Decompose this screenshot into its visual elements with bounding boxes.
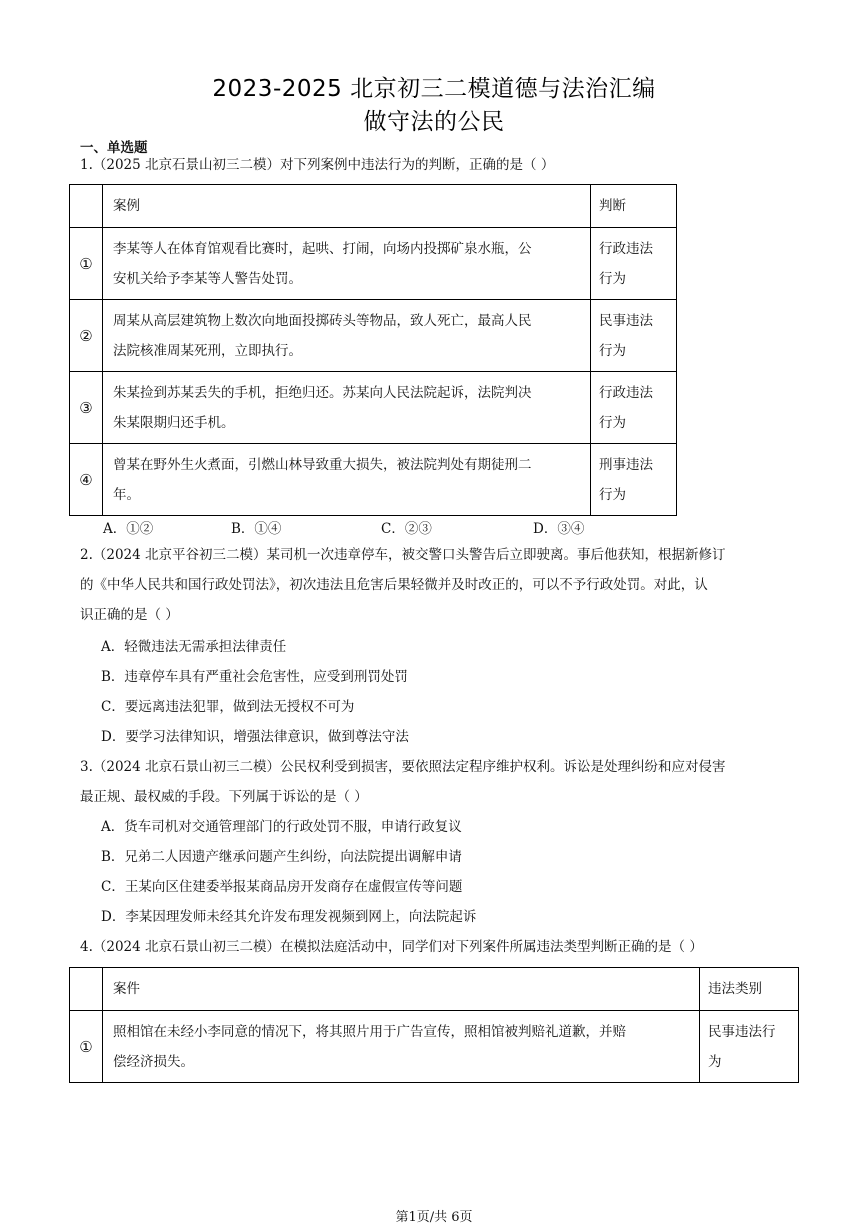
option-b[interactable]: B．兄弟二人因遗产继承问题产生纠纷，向法院提出调解申请	[101, 849, 462, 865]
table-row	[70, 372, 677, 444]
question-2-stem-line-1: 2.（2024 北京平谷初三二模）某司机一次违章停车，被交警口头警告后立即驶离。事后他获知，根据新修订	[80, 547, 726, 563]
table-header-cell	[70, 968, 103, 1011]
question-1-table	[69, 184, 677, 516]
judgment-cell: 行政违法 行为	[591, 228, 677, 300]
case-cell: 曾某在野外生火煮面，引燃山林导致重大损失，被法院判处有期徒刑二 年。	[103, 444, 591, 516]
table-header-cell: 案件	[103, 968, 700, 1011]
option-c[interactable]: C．王某向区住建委举报某商品房开发商存在虚假宣传等问题	[101, 879, 463, 895]
row-number: ②	[70, 300, 103, 372]
table-row	[70, 300, 677, 372]
document-subtitle: 做守法的公民	[363, 109, 505, 135]
table-row	[70, 444, 677, 516]
judgment-cell: 刑事违法 行为	[591, 444, 677, 516]
option-c[interactable]: C．要远离违法犯罪，做到法无授权不可为	[101, 699, 355, 715]
option-d[interactable]: D．③④	[533, 521, 585, 537]
option-a[interactable]: A．轻微违法无需承担法律责任	[101, 639, 287, 655]
option-c[interactable]: C．②③	[381, 521, 432, 537]
case-cell: 朱某捡到苏某丢失的手机，拒绝归还。苏某向人民法院起诉，法院判决 朱某限期归还手机。	[103, 372, 591, 444]
question-3-stem-line-2: 最正规、最权威的手段。下列属于诉讼的是（ ）	[80, 789, 368, 805]
table-header-row	[70, 968, 799, 1011]
page-footer: 第1页/共 6页	[395, 1210, 473, 1225]
option-d[interactable]: D．李某因理发师未经其允许发布理发视频到网上，向法院起诉	[101, 909, 477, 925]
question-4-table	[69, 967, 799, 1083]
judgment-cell: 民事违法行 为	[700, 1011, 799, 1083]
table-header-cell: 判断	[591, 185, 677, 228]
question-1-stem: 1.（2025 北京石景山初三二模）对下列案例中违法行为的判断，正确的是（ ）	[80, 157, 555, 173]
table-row	[70, 228, 677, 300]
option-d[interactable]: D．要学习法律知识，增强法律意识，做到尊法守法	[101, 729, 409, 745]
table-header-cell: 案例	[103, 185, 591, 228]
row-number: ③	[70, 372, 103, 444]
table-header-cell: 违法类别	[700, 968, 799, 1011]
table-row	[70, 1011, 799, 1083]
option-b[interactable]: B．违章停车具有严重社会危害性，应受到刑罚处罚	[101, 669, 408, 685]
question-3-stem-line-1: 3.（2024 北京石景山初三二模）公民权利受到损害，要依照法定程序维护权利。诉讼是处理纠纷和应对侵害	[80, 759, 726, 775]
judgment-cell: 行政违法 行为	[591, 372, 677, 444]
row-number: ①	[70, 1011, 103, 1083]
case-cell: 周某从高层建筑物上数次向地面投掷砖头等物品，致人死亡，最高人民 法院核准周某死刑，立即执行。	[103, 300, 591, 372]
table-header-row	[70, 185, 677, 228]
case-cell: 李某等人在体育馆观看比赛时，起哄、打闹，向场内投掷矿泉水瓶，公 安机关给予李某等人警告处罚。	[103, 228, 591, 300]
question-1-options	[103, 514, 703, 540]
row-number: ①	[70, 228, 103, 300]
option-a[interactable]: A．①②	[103, 521, 154, 537]
document-title: 2023-2025 北京初三二模道德与法治汇编	[212, 76, 656, 102]
question-4-stem: 4.（2024 北京石景山初三二模）在模拟法庭活动中，同学们对下列案件所属违法类型判断正确的是（ ）	[80, 939, 703, 955]
question-2-stem-line-2: 的《中华人民共和国行政处罚法》，初次违法且危害后果轻微并及时改正的，可以不予行政处罚。对此，认	[80, 577, 708, 593]
row-number: ④	[70, 444, 103, 516]
section-heading: 一、单选题	[80, 140, 148, 156]
table-header-cell	[70, 185, 103, 228]
question-2-stem-line-3: 识正确的是（ ）	[80, 607, 179, 623]
case-cell: 照相馆在未经小李同意的情况下，将其照片用于广告宣传，照相馆被判赔礼道歉，并赔 偿经济损失。	[103, 1011, 700, 1083]
judgment-cell: 民事违法 行为	[591, 300, 677, 372]
option-a[interactable]: A．货车司机对交通管理部门的行政处罚不服，申请行政复议	[101, 819, 462, 835]
option-b[interactable]: B．①④	[231, 521, 282, 537]
